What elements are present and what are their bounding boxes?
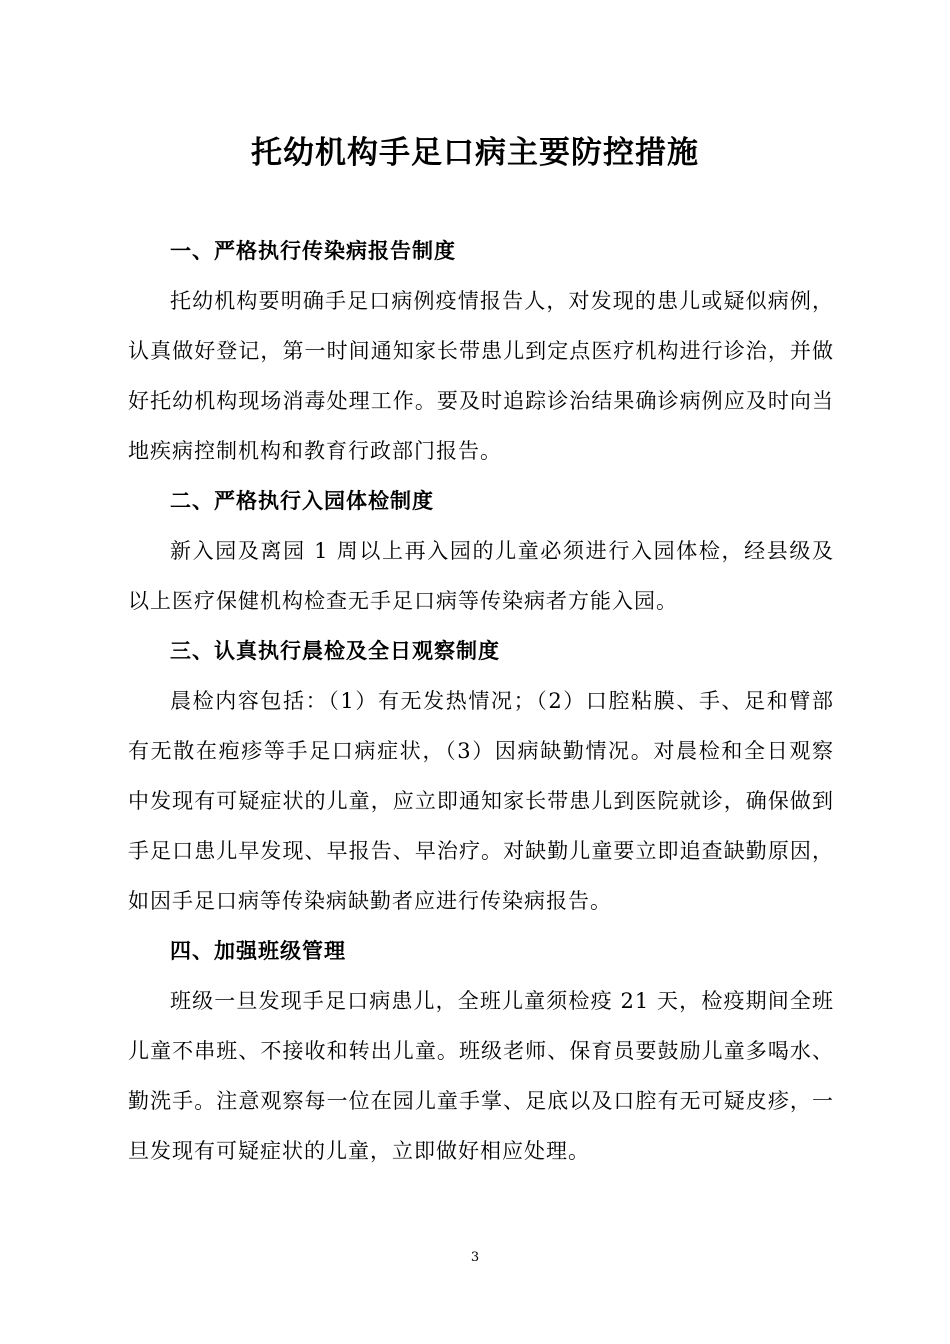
document-body xyxy=(128,226,834,1176)
section-heading-3: 三、认真执行晨检及全日观察制度 xyxy=(170,638,500,663)
section-heading-2: 二、严格执行入园体检制度 xyxy=(170,488,434,513)
section-paragraph-3: 晨检内容包括：（1）有无发热情况；（2）口腔粘膜、手、足和臂部有无散在疱疹等手足口病症状，（3）因病缺勤情况。对晨检和全日观察中发现有可疑症状的儿童，应立即通知家长带患儿到医院就诊，确保做到手足口患儿早发现、早报告、早治疗。对缺勤儿童要立即追查缺勤原因，如因手足口病等传染病缺勤者应进行传染病报告。 xyxy=(128,689,834,913)
section-heading-4: 四、加强班级管理 xyxy=(170,938,346,963)
section-paragraph-2: 新入园及离园 1 周以上再入园的儿童必须进行入园体检，经县级及以上医疗保健机构检查无手足口病等传染病者方能入园。 xyxy=(128,539,834,613)
section-paragraph-4: 班级一旦发现手足口病患儿，全班儿童须检疫 21 天，检疫期间全班儿童不串班、不接收和转出儿童。班级老师、保育员要鼓励儿童多喝水、勤洗手。注意观察每一位在园儿童手掌、足底以及口腔有无可疑皮疹，一旦发现有可疑症状的儿童，立即做好相应处理。 xyxy=(128,989,834,1163)
section-paragraph-1: 托幼机构要明确手足口病例疫情报告人，对发现的患儿或疑似病例，认真做好登记，第一时间通知家长带患儿到定点医疗机构进行诊治，并做好托幼机构现场消毒处理工作。要及时追踪诊治结果确诊病例应及时向当地疾病控制机构和教育行政部门报告。 xyxy=(128,289,834,463)
section-heading-1: 一、严格执行传染病报告制度 xyxy=(170,238,456,263)
document-title: 托幼机构手足口病主要防控措施 xyxy=(251,135,699,171)
page-number: 3 xyxy=(470,1250,480,1265)
